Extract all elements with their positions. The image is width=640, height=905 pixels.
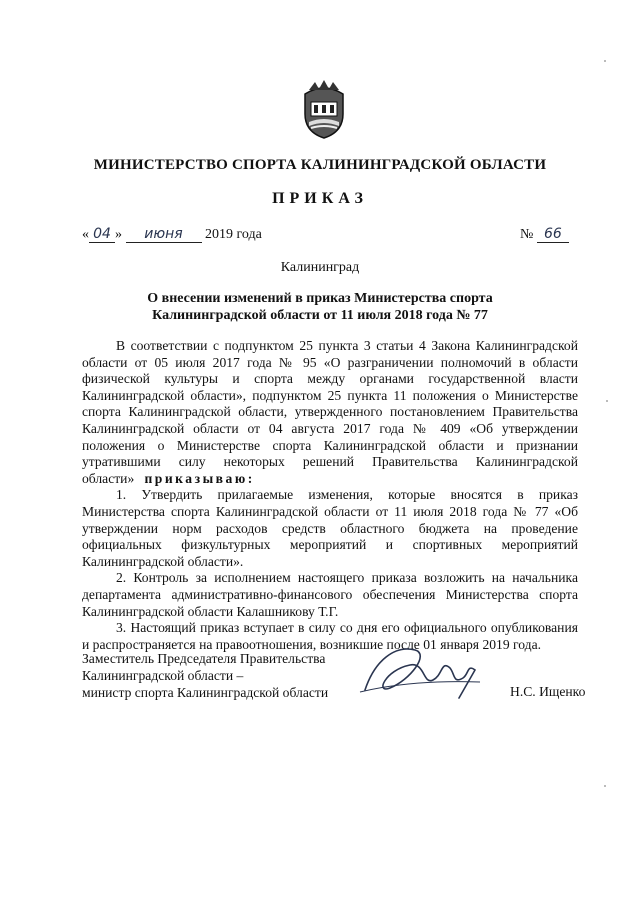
- order-subject: [120, 290, 520, 324]
- date-year: 2019 года: [205, 227, 262, 242]
- subject-line-2: Калининградской области от 11 июля 2018 года № 77: [152, 308, 488, 323]
- city-name: Калининград: [280, 260, 360, 275]
- subject-line-1: О внесении изменений в приказ Министерства спорта: [147, 291, 493, 306]
- order-body: [82, 338, 578, 653]
- order-number: [520, 226, 569, 243]
- signatory-title: [82, 650, 328, 701]
- document-type-title: ПРИКАЗ: [272, 190, 368, 207]
- date-close-quote: »: [115, 227, 122, 242]
- coat-of-arms-emblem: [297, 80, 351, 140]
- scan-speck: [606, 400, 608, 402]
- order-date: [82, 226, 262, 243]
- number-prefix: №: [520, 227, 534, 242]
- ministry-name: МИНИСТЕРСТВО СПОРТА КАЛИНИНГРАДСКОЙ ОБЛАСТИ: [93, 157, 547, 173]
- scan-speck: [604, 785, 606, 787]
- orders-word: приказываю:: [144, 470, 255, 486]
- signatory-title-line-1: Заместитель Председателя Правительства: [82, 651, 326, 666]
- signatory-title-line-2: Калининградской области –: [82, 668, 244, 683]
- preamble-paragraph: [82, 338, 578, 487]
- number-value: 66: [537, 226, 569, 243]
- date-month: июня: [126, 226, 202, 243]
- signatory-title-line-3: министр спорта Калининградской области: [82, 685, 329, 700]
- scan-speck: [604, 60, 606, 62]
- item-1: 1. Утвердить прилагаемые изменения, которые вносятся в приказ Министерства спорта Калининградской области от 11 июля 2018 года № 77 «Об утверждении норм расходов средств областного бюджета на проведение официальных физкультурных мероприятий и спортивных мероприятий Калининградской области».: [82, 487, 578, 569]
- handwritten-signature: [355, 640, 485, 700]
- date-open-quote: «: [82, 227, 89, 242]
- signatory-name: Н.С. Ищенко: [510, 684, 586, 699]
- date-day: 04: [89, 226, 115, 243]
- item-2: 2. Контроль за исполнением настоящего приказа возложить на начальника департамента административно-финансового обеспечения Министерства спорта Калининградской области Калашникову Т.Г.: [82, 570, 578, 619]
- preamble-text: В соответствии с подпунктом 25 пункта 3 статьи 4 Закона Калининградской области от 05 июля 2017 года № 95 «О разграничении полномочий в области физической культуры и спорта между органами государственной власти Калининградской области», подпунктом 25 пункта 11 положения о Министерстве спорта Калининградской области, утвержденного постановлением Правительства Калининградской области от 04 августа 2017 года № 409 «Об утверждении положения о Министерстве спорта Калининградской области и признании утратившими силу некоторых решений Правительства Калининградской области»: [82, 338, 578, 486]
- item-3: 3. Настоящий приказ вступает в силу со дня его официального опубликования и распространяется на правоотношения, возникшие после 01 января 2019 года.: [82, 620, 578, 652]
